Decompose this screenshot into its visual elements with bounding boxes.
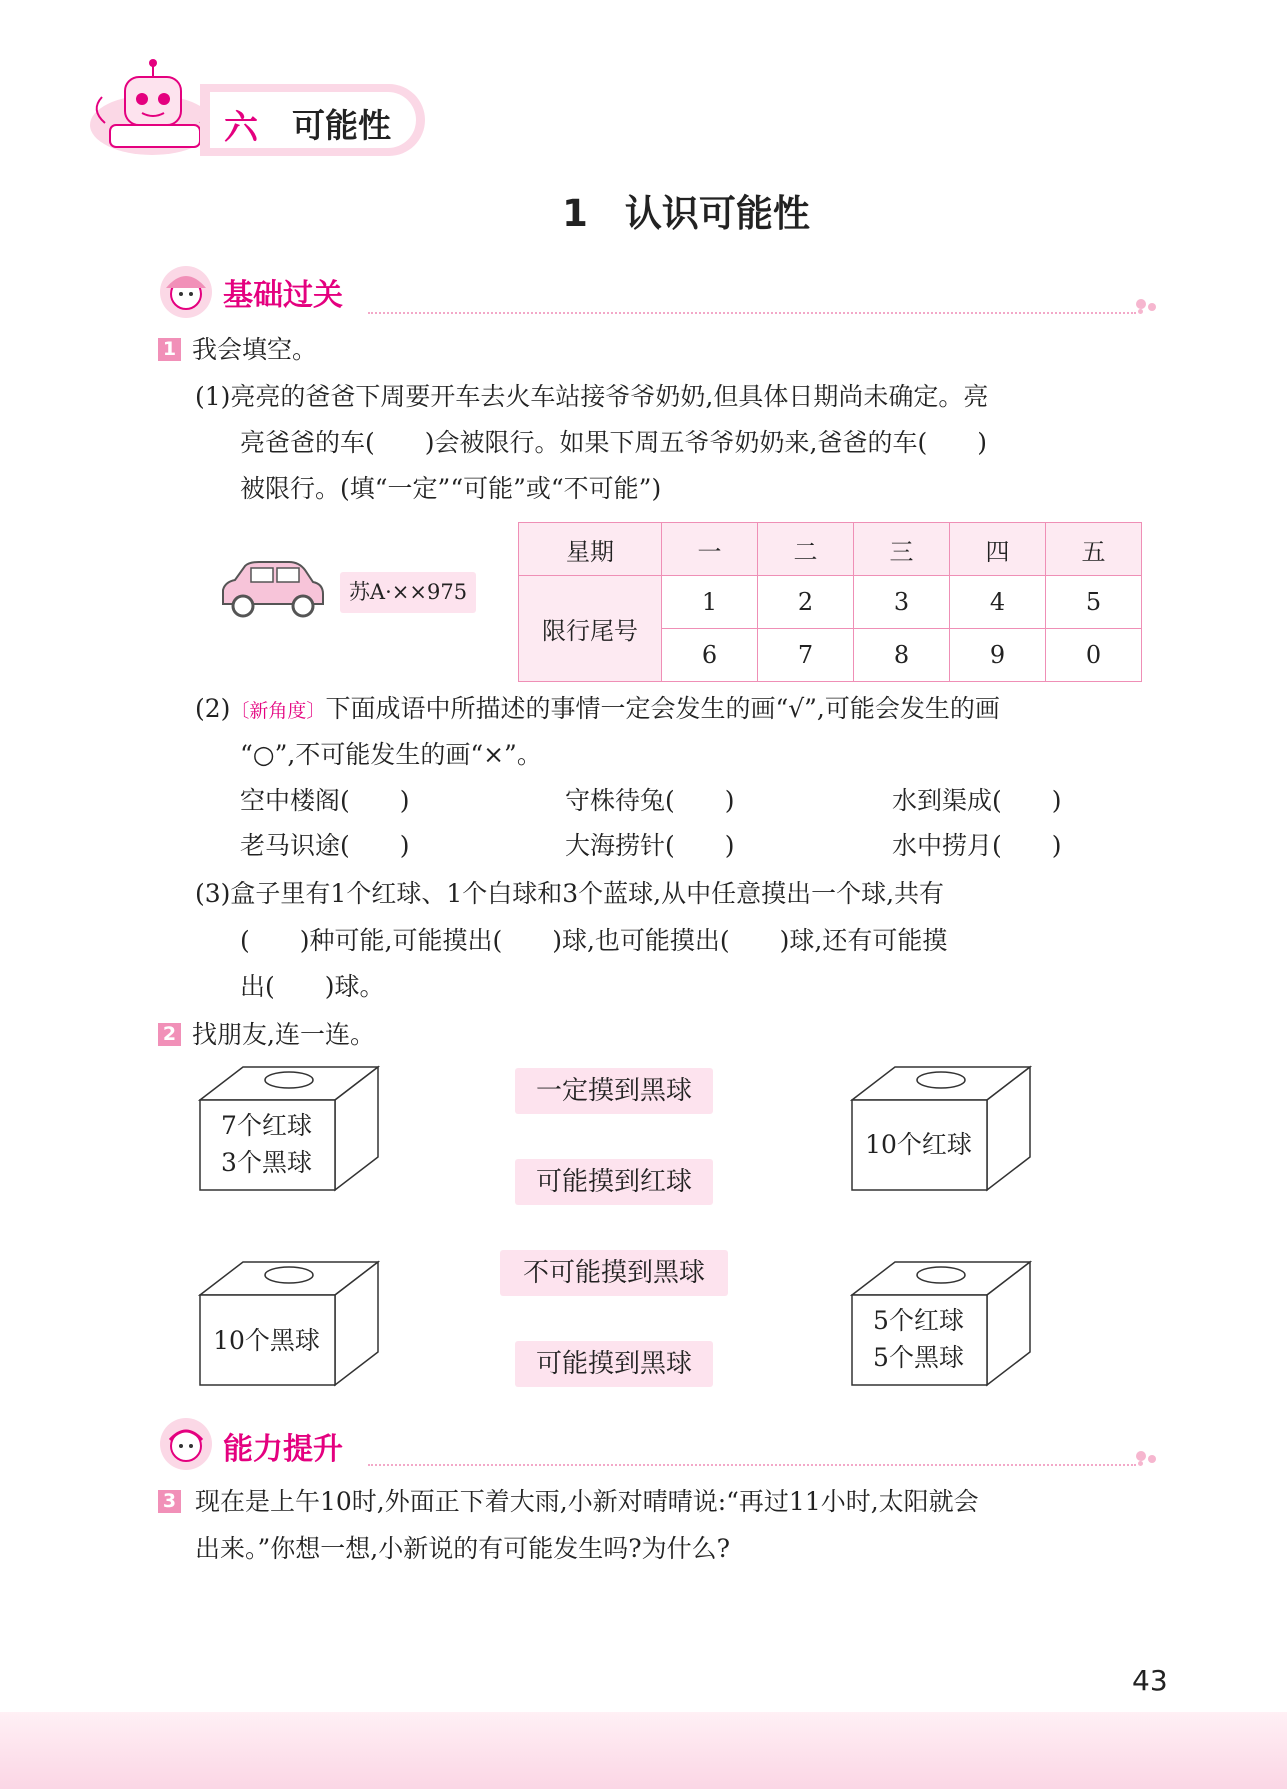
section-divider	[368, 1464, 1136, 1466]
option-chip[interactable]: 可能摸到黑球	[515, 1341, 713, 1387]
table-header-cell: 三	[854, 523, 950, 576]
q2-title: 找朋友,连一连。	[192, 1020, 375, 1049]
table-cell: 2	[758, 576, 854, 629]
table-cell: 7	[758, 629, 854, 682]
q1-p3-line1: (3)盒子里有1个红球、1个白球和3个蓝球,从中任意摸出一个球,共有	[195, 879, 945, 908]
boy-mascot-icon	[158, 1416, 214, 1472]
section-title-basic: 基础过关	[223, 278, 343, 313]
option-chip[interactable]: 一定摸到黑球	[515, 1068, 713, 1114]
q1-p2-prefix: (2)	[195, 694, 231, 723]
question-number: 1	[158, 338, 181, 361]
table-row-label: 限行尾号	[519, 576, 662, 682]
section-dots	[1136, 299, 1162, 313]
lesson-title: 1 认识可能性	[562, 192, 810, 235]
table-cell: 4	[950, 576, 1046, 629]
footer-band	[0, 1712, 1287, 1789]
q1-p2-text: 下面成语中所描述的事情一定会发生的画“√”,可能会发生的画	[325, 694, 1000, 723]
table-header-cell: 一	[662, 523, 758, 576]
q1-p2-line2: “○”,不可能发生的画“×”。	[240, 740, 542, 769]
table-header-cell: 二	[758, 523, 854, 576]
table-cell: 3	[854, 576, 950, 629]
q1-p3-line3: 出( )球。	[240, 972, 385, 1001]
option-chip[interactable]: 不可能摸到黑球	[500, 1250, 728, 1296]
option-chip[interactable]: 可能摸到红球	[515, 1159, 713, 1205]
q1-p1-line2: 亮爸爸的车( )会被限行。如果下周五爷爷奶奶来,爸爸的车( )	[240, 428, 987, 457]
table-cell: 0	[1046, 629, 1142, 682]
new-angle-tag: 〔新角度〕	[230, 700, 326, 722]
q3-line2: 出来。”你想一想,小新说的有可能发生吗?为什么?	[195, 1534, 731, 1563]
license-plate: 苏A·××975	[340, 572, 476, 613]
question-number: 3	[158, 1490, 181, 1513]
idiom-item: 守株待兔( )	[565, 786, 735, 815]
q1-title: 我会填空。	[192, 335, 318, 364]
box-3-label: 10个黑球	[213, 1326, 320, 1355]
q3-line1: 现在是上午10时,外面正下着大雨,小新对晴晴说:“再过11小时,太阳就会	[195, 1487, 979, 1516]
idiom-item: 空中楼阁( )	[240, 786, 410, 815]
chapter-number: 六	[224, 108, 258, 148]
q1-p1-line3: 被限行。(填“一定”“可能”或“不可能”)	[240, 474, 662, 503]
table-cell: 5	[1046, 576, 1142, 629]
section-divider	[368, 312, 1136, 314]
table-header-cell: 五	[1046, 523, 1142, 576]
chapter-title: 可能性	[292, 106, 391, 145]
restriction-table	[518, 522, 1142, 682]
table-cell: 6	[662, 629, 758, 682]
section-title-advanced: 能力提升	[223, 1432, 343, 1467]
section-dots	[1136, 1451, 1162, 1465]
girl-mascot-icon	[158, 264, 214, 320]
table-cell: 1	[662, 576, 758, 629]
table-cell: 9	[950, 629, 1046, 682]
q1-p2-line1	[195, 692, 1000, 728]
table-cell: 8	[854, 629, 950, 682]
table-header-cell: 星期	[519, 523, 662, 576]
idiom-item: 水中捞月( )	[892, 831, 1062, 860]
page-number: 43	[1132, 1664, 1168, 1697]
idiom-item: 老马识途( )	[240, 831, 410, 860]
question-number: 2	[158, 1023, 181, 1046]
box-2-label: 10个红球	[865, 1130, 972, 1159]
box-1-label: 7个红球 3个黑球	[221, 1111, 312, 1177]
q1-p3-line2: ( )种可能,可能摸出( )球,也可能摸出( )球,还有可能摸	[240, 926, 948, 955]
table-header-cell: 四	[950, 523, 1046, 576]
box-4-label: 5个红球 5个黑球	[873, 1306, 964, 1372]
car-icon	[215, 560, 327, 622]
q1-p1-line1: (1)亮亮的爸爸下周要开车去火车站接爷爷奶奶,但具体日期尚未确定。亮	[195, 382, 989, 411]
idiom-item: 大海捞针( )	[565, 831, 735, 860]
idiom-item: 水到渠成( )	[892, 786, 1062, 815]
